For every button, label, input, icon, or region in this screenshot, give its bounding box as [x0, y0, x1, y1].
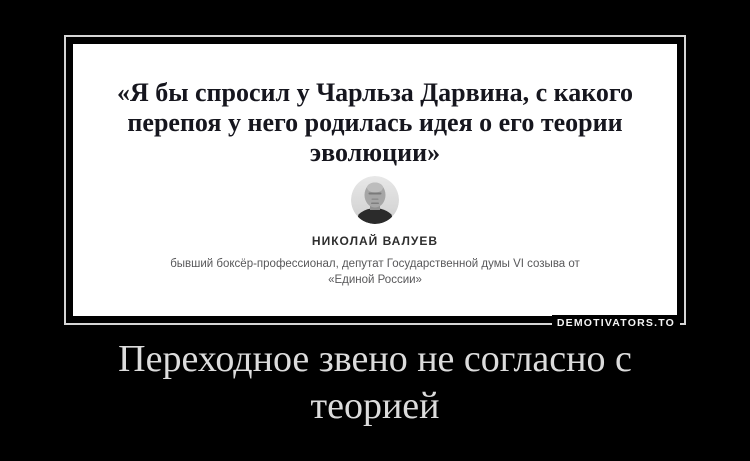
caption-text: Переходное звено не согласно с теорией: [118, 338, 632, 427]
quote-card: [73, 44, 677, 316]
watermark-label: DEMOTIVATORS.TO: [552, 315, 680, 331]
author-portrait: [351, 176, 399, 224]
author-description: бывший боксёр-профессионал, депутат Государственной думы VI созыва от «Единой России»: [170, 258, 580, 286]
caption-container: [0, 336, 750, 430]
quote-text: «Я бы спросил у Чарльза Дарвина, с какого перепоя у него родилась идея о его теории эволюции»: [116, 78, 634, 167]
author-name: НИКОЛАЙ ВАЛУЕВ: [311, 234, 439, 248]
person-portrait-icon: [351, 176, 399, 224]
